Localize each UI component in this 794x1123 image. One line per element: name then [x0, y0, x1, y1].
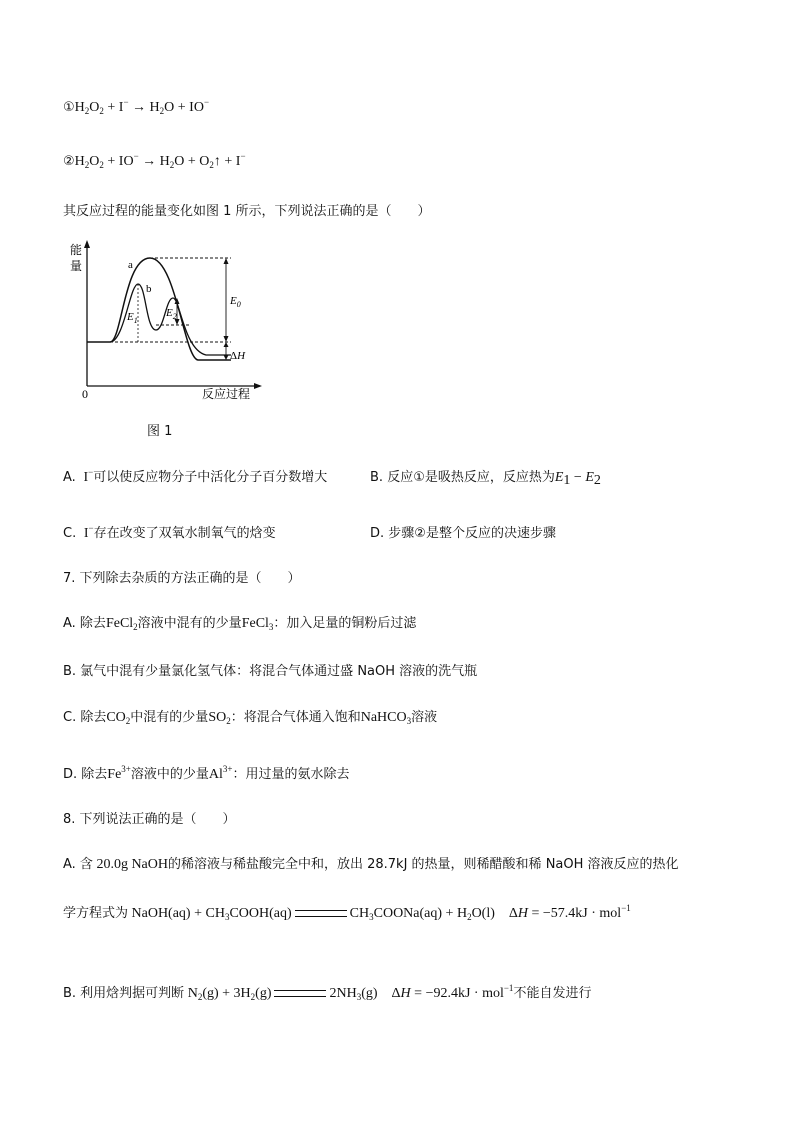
question-8-option-a-line1: A. 含 20.0g NaOH的稀溶液与稀盐酸完全中和，放出 28.7kJ 的热量，则稀醋酸和稀 NaOH 溶液反应的热化: [63, 857, 679, 872]
question-7-stem: 7. 下列除去杂质的方法正确的是（ ）: [63, 571, 301, 586]
question-6-option-c: C. I−存在改变了双氧水制氧气的焓变: [63, 523, 276, 541]
option-d-label: D.: [370, 526, 385, 541]
reaction-2: $②H_2O_2 + IO^- \to H_2O$ + $O_2↑ + I^-$: [63, 151, 246, 170]
question-7-option-c: C. 除去$CO_2$中混有的少量$SO_2$：将混合气体通入饱和NaHCO$_3$溶液: [63, 710, 438, 726]
question-6-option-d: [370, 522, 556, 541]
question-6-options-ab: A. I−可以使反应物分子中活化分子百分数增大: [63, 467, 328, 485]
curve-a-label: a: [128, 259, 133, 271]
delta-h-label: ΔH: [230, 350, 246, 362]
option-b-label: B.: [370, 470, 384, 485]
option-c-label: C.: [63, 526, 77, 541]
y-axis-arrow: [84, 240, 90, 248]
x-axis-label: 反应过程: [202, 387, 251, 401]
question-7-option-b: B. 氯气中混有少量氯化氢气体：将混合气体通过盛 NaOH 溶液的洗气瓶: [63, 664, 478, 679]
curve-a: [87, 258, 231, 360]
question-6-stem: 其反应过程的能量变化如图 1 所示，下列说法正确的是（ ）: [63, 204, 431, 219]
question-8-option-a-line2: 学方程式为 NaOH(aq) + $CH_3COOH(aq)$ $CH_3COONa(aq) + H_2O(l)$ ΔH = −57.4kJ · mol$^{-1}$: [63, 903, 631, 922]
x-axis-arrow: [254, 383, 262, 389]
reaction-1: $①H_2O_2 + I^- \to H_2O + IO^-$: [63, 97, 210, 116]
curve-b-label: b: [146, 283, 152, 295]
e1-label: $E_1$: [127, 311, 138, 325]
option-a-label: A.: [63, 470, 76, 485]
question-8-stem: 8. 下列说法正确的是（ ）: [63, 812, 236, 827]
question-7-option-d: D. 除去$Fe^{3+}$溶液中的少量$Al^{3+}$：用过量的氨水除去: [63, 764, 350, 782]
option-d-text: 步骤②是整个反应的决速步骤: [388, 526, 556, 541]
y-axis-label-2: 量: [70, 259, 83, 273]
origin-label: 0: [82, 387, 88, 401]
option-b-text: 反应①是吸热反应，反应热为: [387, 470, 555, 485]
y-axis-label-1: 能: [70, 243, 83, 257]
reaction-2-number: ②: [63, 154, 75, 169]
option-a-text: 可以使反应物分子中活化分子百分数增大: [93, 470, 328, 485]
reaction-1-number: ①: [63, 100, 75, 115]
question-8-option-b: B. 利用焓判据可判断 $N_2(g) + 3H_2(g)$ $2NH_3(g)$ ΔH = −92.4kJ · mol$^{-1}$不能自发进行: [63, 983, 592, 1002]
figure-caption: 图 1: [147, 424, 173, 439]
question-6-option-b: B. 反应①是吸热反应，反应热为$E_1 - E_2$: [370, 470, 601, 488]
e0-label: $E_0$: [230, 295, 241, 309]
energy-diagram: [66, 238, 266, 403]
question-7-option-a: A. 除去FeCl$_2$溶液中混有的少量FeCl$_3$：加入足量的铜粉后过滤: [63, 616, 417, 632]
e2-label: $E_2$: [166, 307, 177, 321]
option-c-text: 存在改变了双氧水制氧气的焓变: [93, 526, 276, 541]
